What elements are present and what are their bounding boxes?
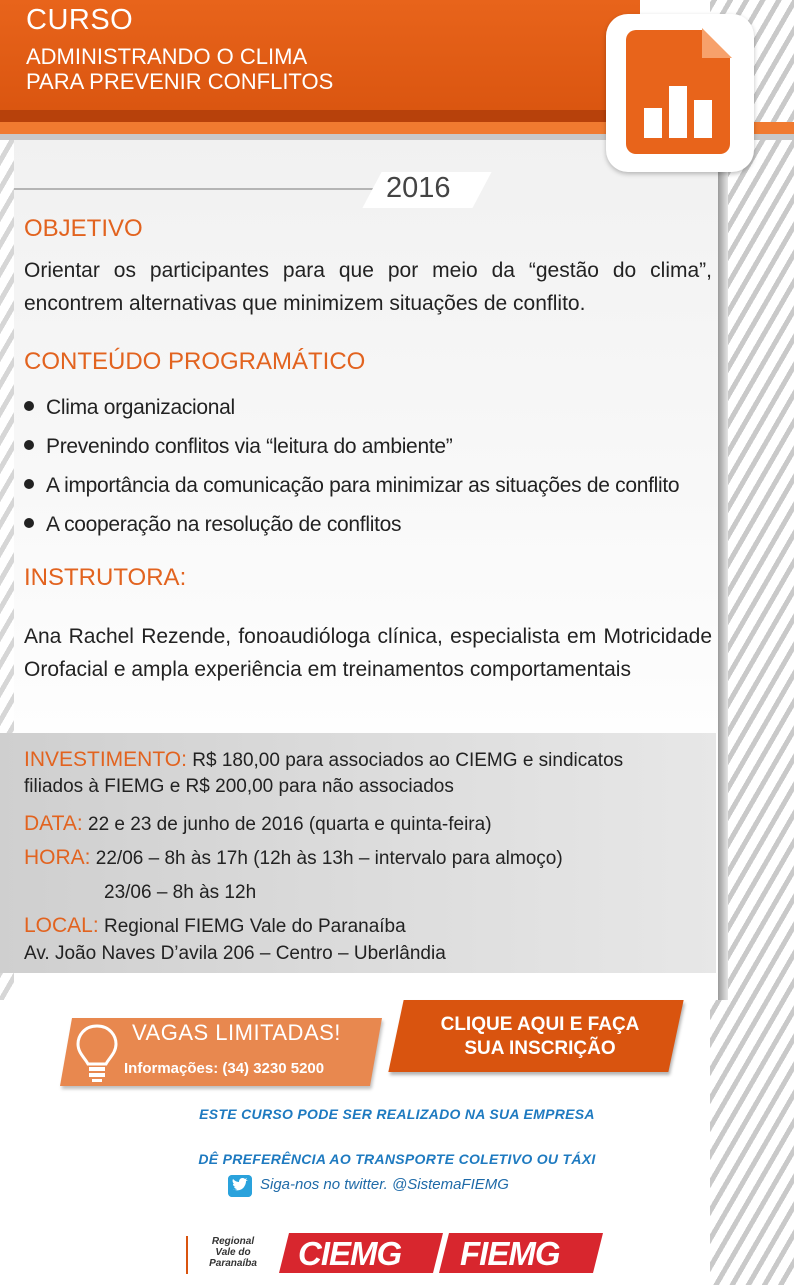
list-item [24, 466, 724, 505]
icon-bar-2 [669, 86, 687, 138]
panel-edge-shadow [718, 138, 728, 1000]
local-value: Regional FIEMG Vale do Paranaíba [98, 916, 406, 937]
list-item [24, 427, 724, 466]
hora-label: HORA: [24, 846, 91, 869]
chart-document-icon [606, 14, 754, 172]
icon-bar-3 [694, 100, 712, 138]
objetivo-line-1: Orientar os participantes para que por meio da “gestão do clima”, [24, 259, 712, 282]
list-item [24, 388, 724, 427]
bullet-icon [24, 401, 34, 411]
local-address: Av. João Naves D’avila 206 – Centro – Uberlândia [24, 943, 446, 964]
instrutora-line-1: Ana Rachel Rezende, fonoaudióloga clínica, especialista em Motricidade [24, 625, 712, 648]
document-shape [626, 30, 730, 154]
bullet-icon [24, 440, 34, 450]
investimento-line-2: filiados à FIEMG e R$ 200,00 para não associados [24, 776, 454, 797]
objetivo-title: OBJETIVO [24, 215, 143, 242]
course-title [26, 44, 586, 94]
inscricao-label-line-2[interactable]: SUA INSCRIÇÃO [464, 1038, 616, 1059]
icon-bar-1 [644, 108, 662, 138]
objetivo-line-2: encontrem alternativas que minimizem situações de conflito. [24, 292, 586, 315]
conteudo-list [24, 388, 724, 544]
regional-line-1: Regional [211, 1236, 255, 1247]
investimento-value: R$ 180,00 para associados ao CIEMG e sindicatos [186, 750, 624, 771]
instrutora-text [24, 620, 712, 686]
vagas-title: VAGAS LIMITADAS! [132, 1020, 341, 1045]
local-label: LOCAL: [24, 914, 99, 937]
list-item [24, 505, 724, 544]
empresa-note: ESTE CURSO PODE SER REALIZADO NA SUA EMPRESA [199, 1106, 595, 1122]
document-fold [702, 28, 732, 58]
bullet-icon [24, 479, 34, 489]
list-item-text: Clima organizacional [46, 396, 235, 419]
year-label: 2016 [386, 172, 451, 204]
inscricao-label-line-1[interactable]: CLIQUE AQUI E FAÇA [440, 1014, 640, 1035]
twitter-bird-icon[interactable] [228, 1175, 252, 1197]
year-divider [14, 188, 384, 190]
investimento-label: INVESTIMENTO: [24, 748, 187, 771]
hora-value: 22/06 – 8h às 17h (12h às 13h – intervalo para almoço) [90, 848, 563, 869]
instrutora-title: INSTRUTORA: [24, 564, 187, 591]
data-value: 22 e 23 de junho de 2016 (quarta e quinta-feira) [82, 814, 492, 835]
bullet-icon [24, 518, 34, 528]
investimento-line [24, 748, 623, 772]
ciemg-fiemg-logo [284, 1233, 598, 1273]
regional-line-2: Vale do [215, 1247, 251, 1258]
footer-separator [186, 1236, 188, 1274]
list-item-text: A cooperação na resolução de conflitos [46, 513, 402, 536]
regional-line-3: Paranaíba [209, 1258, 257, 1269]
inscricao-button-label[interactable] [420, 1013, 660, 1061]
course-title-line-2: PARA PREVENIR CONFLITOS [26, 69, 334, 94]
data-label: DATA: [24, 812, 83, 835]
twitter-link[interactable]: Siga-nos no twitter. @SistemaFIEMG [260, 1176, 509, 1193]
hora-line [24, 846, 563, 870]
transporte-note: DÊ PREFERÊNCIA AO TRANSPORTE COLETIVO OU TÁXI [198, 1151, 596, 1167]
instrutora-line-2: Orofacial e ampla experiência em treinamentos comportamentais [24, 658, 631, 681]
list-item-text: Prevenindo conflitos via “leitura do ambiente” [46, 435, 453, 458]
course-title-line-1: ADMINISTRANDO O CLIMA [26, 44, 308, 69]
lightbulb-icon [72, 1022, 122, 1084]
header-dark-strip [0, 110, 640, 122]
header-kicker: CURSO [26, 4, 134, 36]
logo-ciemg-text: CIEMG [298, 1235, 402, 1272]
hora-line-2: 23/06 – 8h às 12h [104, 882, 257, 903]
regional-label [196, 1236, 270, 1269]
local-line [24, 914, 406, 938]
list-item-text: A importância da comunicação para minimizar as situações de conflito [46, 474, 680, 497]
objetivo-text [24, 254, 712, 320]
conteudo-title: CONTEÚDO PROGRAMÁTICO [24, 348, 366, 375]
vagas-info: Informações: (34) 3230 5200 [124, 1060, 325, 1077]
data-line [24, 812, 492, 836]
logo-fiemg-text: FIEMG [460, 1235, 560, 1272]
